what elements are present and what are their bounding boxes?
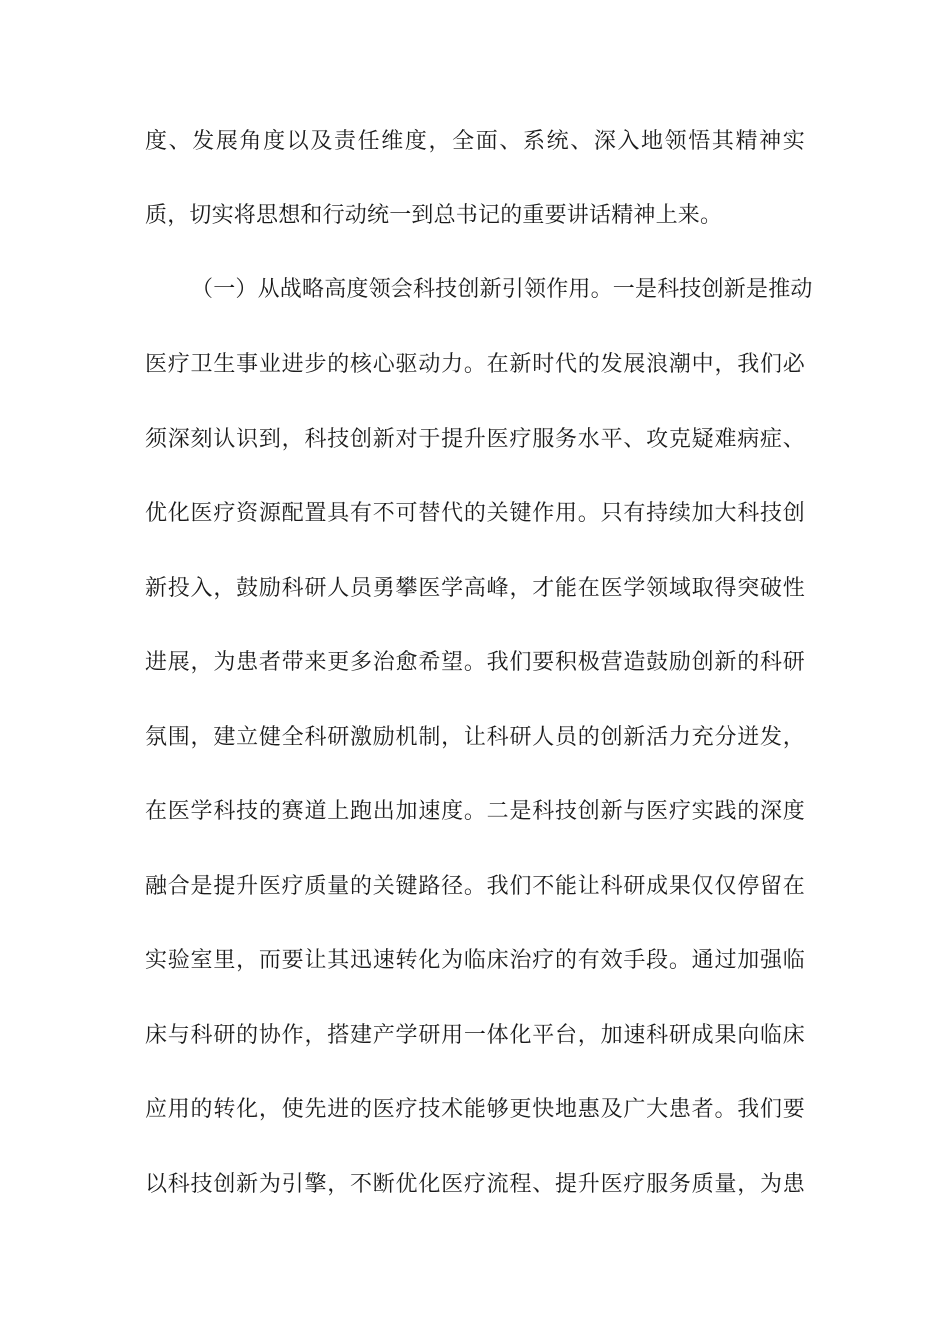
- paragraph-line: 度、发展角度以及责任维度，全面、系统、深入地领悟其精神实: [145, 129, 805, 154]
- paragraph-line: 医疗卫生事业进步的核心驱动力。在新时代的发展浪潮中，我们必: [145, 352, 805, 377]
- paragraph-line: 优化医疗资源配置具有不可替代的关键作用。只有持续加大科技创: [145, 501, 805, 526]
- paragraph-line: 以科技创新为引擎，不断优化医疗流程、提升医疗服务质量，为患: [145, 1172, 805, 1197]
- paragraph-line: 质，切实将思想和行动统一到总书记的重要讲话精神上来。: [145, 203, 723, 228]
- paragraph-line: 氛围，建立健全科研激励机制，让科研人员的创新活力充分迸发，: [145, 725, 805, 750]
- paragraph-line: 须深刻认识到，科技创新对于提升医疗服务水平、攻克疑难病症、: [145, 427, 805, 452]
- paragraph-line: 新投入，鼓励科研人员勇攀医学高峰，才能在医学领域取得突破性: [145, 576, 805, 601]
- paragraph-line: （一）从战略高度领会科技创新引领作用。一是科技创新是推动: [191, 277, 813, 302]
- paragraph-line: 融合是提升医疗质量的关键路径。我们不能让科研成果仅仅停留在: [145, 874, 805, 899]
- paragraph-line: 实验室里，而要让其迅速转化为临床治疗的有效手段。通过加强临: [145, 948, 805, 973]
- paragraph-line: 床与科研的协作，搭建产学研用一体化平台，加速科研成果向临床: [145, 1023, 805, 1048]
- paragraph-line: 在医学科技的赛道上跑出加速度。二是科技创新与医疗实践的深度: [145, 799, 805, 824]
- paragraph-line: 应用的转化，使先进的医疗技术能够更快地惠及广大患者。我们要: [145, 1097, 805, 1122]
- paragraph-line: 进展，为患者带来更多治愈希望。我们要积极营造鼓励创新的科研: [145, 650, 805, 675]
